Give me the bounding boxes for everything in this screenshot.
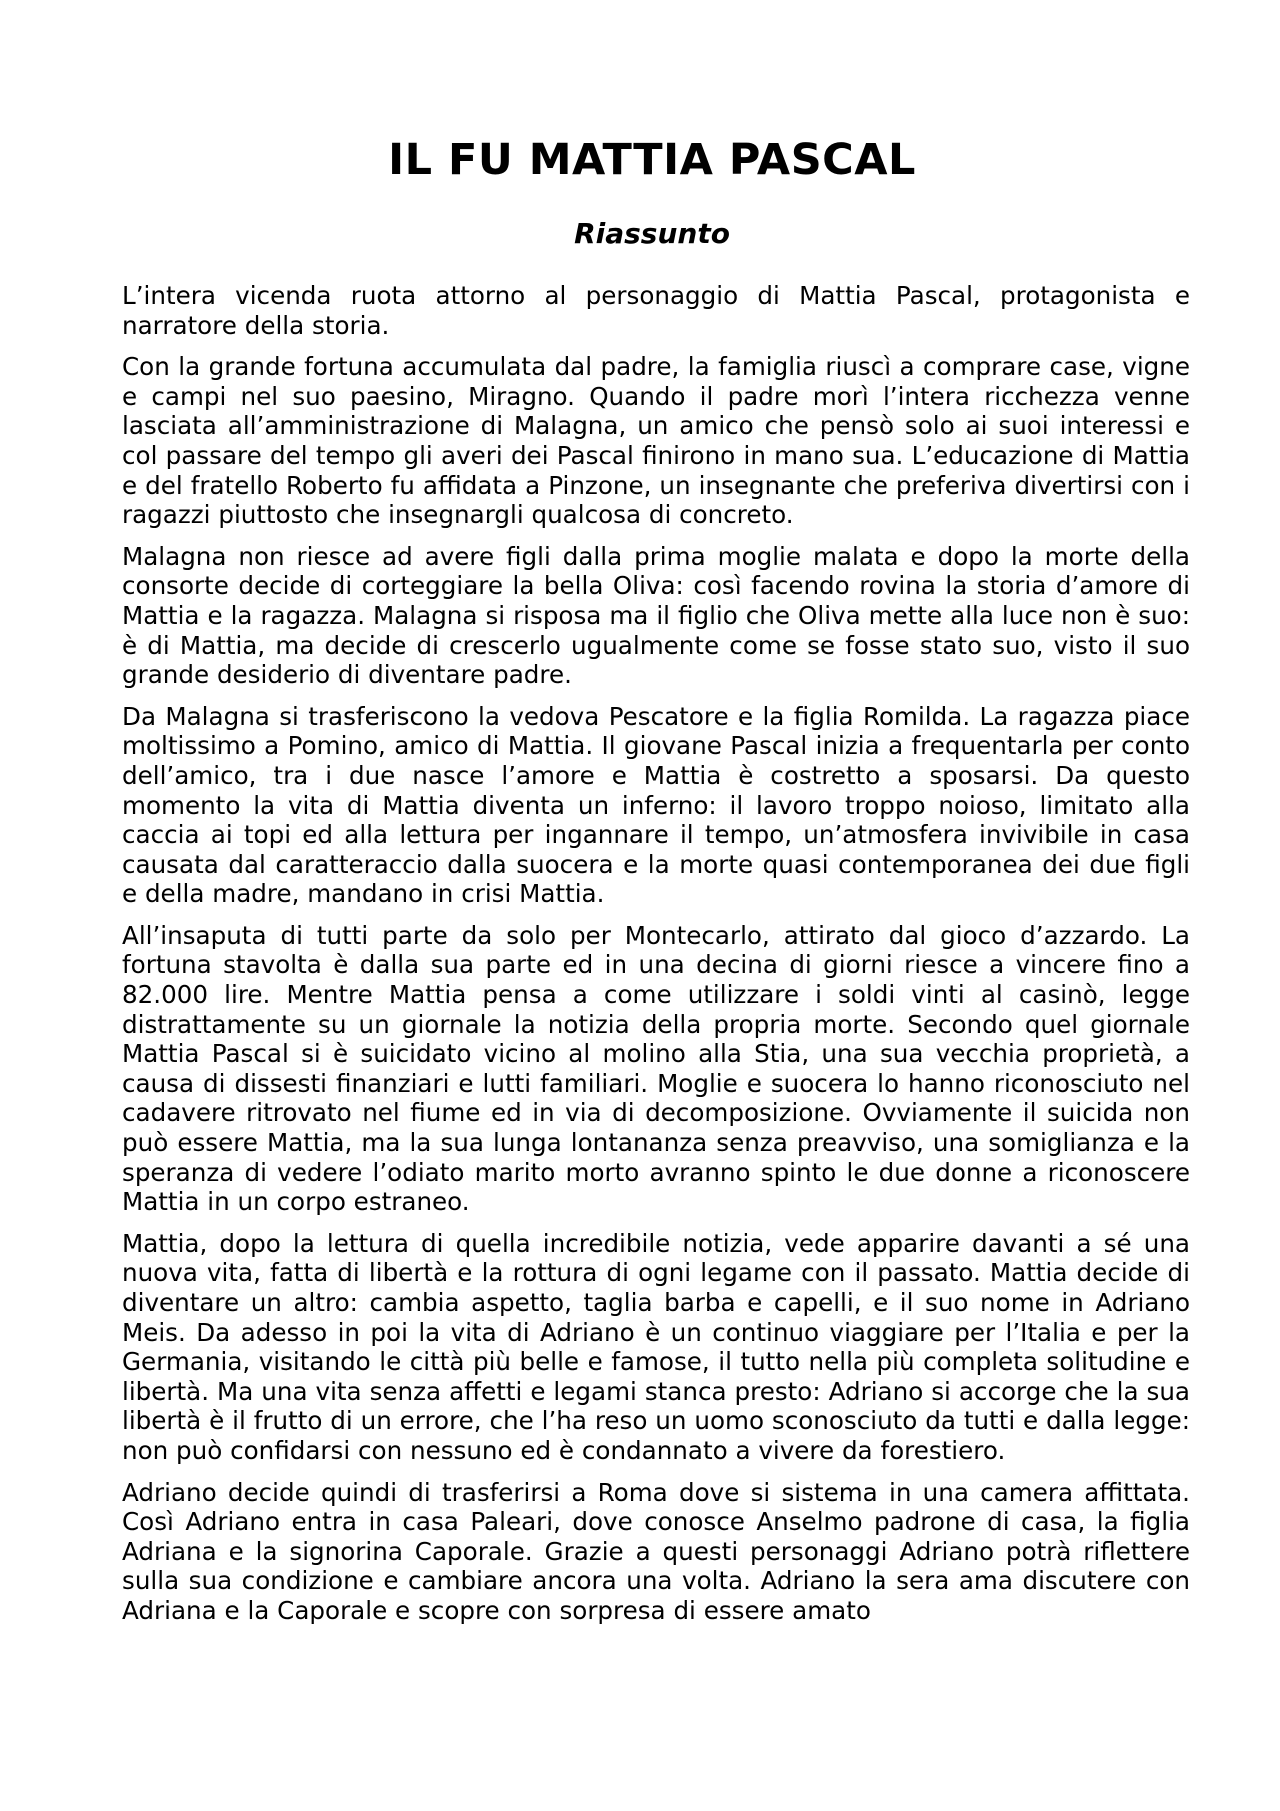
document-title: IL FU MATTIA PASCAL xyxy=(388,135,916,185)
document-body xyxy=(122,281,1190,1638)
paragraph-romilda-marriage: Da Malagna si trasferiscono la vedova Pescatore e la figlia Romilda. La ragazza piace moltissimo a Pomino, amico di Mattia. Il giovane Pascal inizia a frequentarla per conto dell’amico, tra i due nasce l’amore e Mattia è costretto a sposarsi. Da questo momento la vita di Mattia diventa un inferno: il lavoro troppo noioso, limitato alla caccia ai topi ed alla lettura per ingannare il tempo, un’atmosfera invivibile in casa causata dal caratteraccio dalla suocera e la morte quasi contemporanea dei due figli e della madre, mandano in crisi Mattia. xyxy=(122,701,1190,909)
paragraph-adriano-meis: Mattia, dopo la lettura di quella incredibile notizia, vede apparire davanti a sé una nuova vita, fatta di libertà e la rottura di ogni legame con il passato. Mattia decide di diventare un altro: cambia aspetto, taglia barba e capelli, e il suo nome in Adriano Meis. Da adesso in poi la vita di Adriano è un continuo viaggiare per l’Italia e per la Germania, visitando le città più belle e famose, il tutto nella più completa solitudine e libertà. Ma una vita senza affetti e legami stanca presto: Adriano si accorge che la sua libertà è il frutto di un errore, che l’ha reso un uomo sconosciuto da tutti e dalla legge: non può confidarsi con nessuno ed è condannato a vivere da forestiero. xyxy=(122,1228,1190,1465)
paragraph-malagna-oliva: Malagna non riesce ad avere figli dalla prima moglie malata e dopo la morte della consorte decide di corteggiare la bella Oliva: così facendo rovina la storia d’amore di Mattia e la ragazza. Malagna si risposa ma il figlio che Oliva mette alla luce non è suo: è di Mattia, ma decide di crescerlo ugualmente come se fosse stato suo, visto il suo grande desiderio di diventare padre. xyxy=(122,541,1190,690)
paragraph-roma-paleari: Adriano decide quindi di trasferirsi a Roma dove si sistema in una camera affittata. Così Adriano entra in casa Paleari, dove conosce Anselmo padrone di casa, la figlia Adriana e la signorina Caporale. Grazie a questi personaggi Adriano potrà riflettere sulla sua condizione e cambiare ancora una volta. Adriano la sera ama discutere con Adriana e la Caporale e scopre con sorpresa di essere amato xyxy=(122,1477,1190,1625)
paragraph-family-fortune: Con la grande fortuna accumulata dal padre, la famiglia riuscì a comprare case, vigne e campi nel suo paesino, Miragno. Quando il padre morì l’intera ricchezza venne lasciata all’amministrazione di Malagna, un amico che pensò solo ai suoi interessi e col passare del tempo gli averi dei Pascal finirono in mano sua. L’educazione di Mattia e del fratello Roberto fu affidata a Pinzone, un insegnante che preferiva divertirsi con i ragazzi piuttosto che insegnargli qualcosa di concreto. xyxy=(122,352,1190,530)
paragraph-intro: L’intera vicenda ruota attorno al personaggio di Mattia Pascal, protagonista e narratore della storia. xyxy=(122,281,1190,340)
document-subtitle: Riassunto xyxy=(574,217,730,250)
paragraph-montecarlo: All’insaputa di tutti parte da solo per Montecarlo, attirato dal gioco d’azzardo. La fortuna stavolta è dalla sua parte ed in una decina di giorni riesce a vincere fino a 82.000 lire. Mentre Mattia pensa a come utilizzare i soldi vinti al casinò, legge distrattamente su un giornale la notizia della propria morte. Secondo quel giornale Mattia Pascal si è suicidato vicino al molino alla Stia, una sua vecchia proprietà, a causa di dissesti finanziari e lutti familiari. Moglie e suocera lo hanno riconosciuto nel cadavere ritrovato nel fiume ed in via di decomposizione. Ovviamente il suicida non può essere Mattia, ma la sua lunga lontananza senza preavviso, una somiglianza e la speranza di vedere l’odiato marito morto avranno spinto le due donne a riconoscere Mattia in un corpo estraneo. xyxy=(122,920,1190,1217)
